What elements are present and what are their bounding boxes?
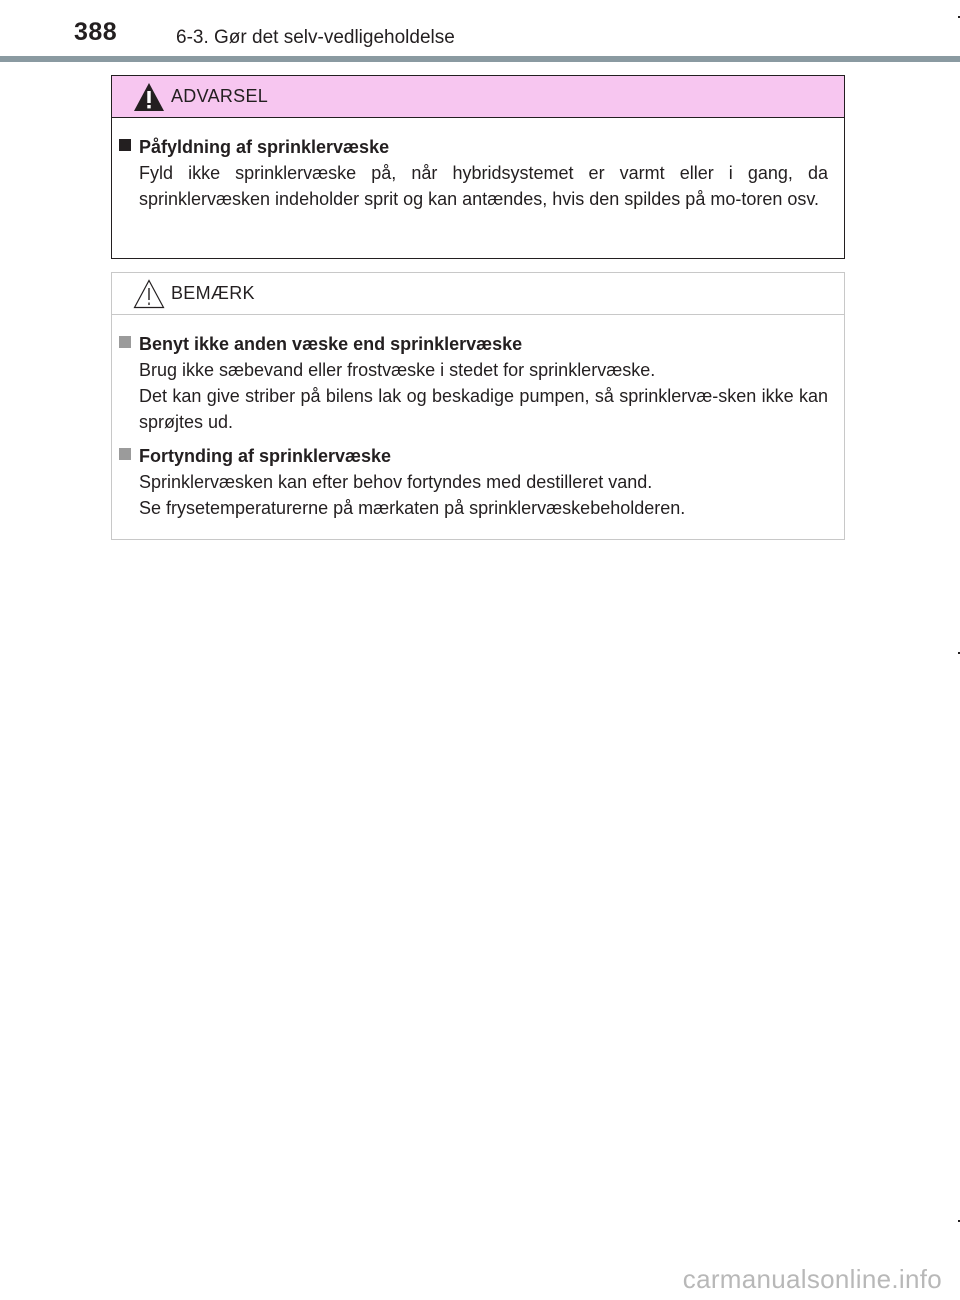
- warning-label: ADVARSEL: [171, 86, 269, 106]
- page-header: [0, 0, 960, 64]
- note-item-line: Se frysetemperaturerne på mærkaten på sprinklervæskebeholderen.: [139, 498, 686, 518]
- note-body: [112, 315, 844, 521]
- warning-item-title: Påfyldning af sprinklervæske: [139, 137, 390, 157]
- note-item-line: Sprinklervæsken kan efter behov fortyndes med destilleret vand.: [139, 472, 653, 492]
- square-bullet-icon: [119, 139, 131, 151]
- note-item-line: Det kan give striber på bilens lak og beskadige pumpen, så sprinklervæ-sken ikke kan sprøjtes ud.: [139, 386, 828, 432]
- warning-box-header: [112, 76, 844, 118]
- note-box-header: [112, 273, 844, 315]
- section-title: 6-3. Gør det selv-vedligeholdelse: [176, 27, 455, 48]
- warning-body: [112, 118, 844, 212]
- note-item-line: Brug ikke sæbevand eller frostvæske i stedet for sprinklervæske.: [139, 360, 656, 380]
- warning-item: [112, 134, 844, 212]
- caution-triangle-outline-icon: [132, 278, 166, 310]
- note-item: [112, 443, 844, 521]
- page-number: 388: [74, 18, 118, 46]
- note-item-title: Benyt ikke anden væske end sprinklervæske: [139, 334, 523, 354]
- note-item-text: [139, 469, 828, 521]
- note-item-title: Fortynding af sprinklervæske: [139, 446, 392, 466]
- watermark: carmanualsonline.info: [682, 1264, 942, 1294]
- header-divider: [0, 56, 960, 62]
- note-label: BEMÆRK: [171, 283, 255, 303]
- note-item: [112, 331, 844, 435]
- warning-triangle-icon: [132, 81, 166, 113]
- warning-item-text: [139, 160, 828, 212]
- note-box: [111, 272, 845, 540]
- square-bullet-icon: [119, 336, 131, 348]
- warning-box: [111, 75, 845, 259]
- warning-item-line: Fyld ikke sprinklervæske på, når hybridsystemet er varmt eller i gang, da sprinklervæsken indeholder sprit og kan antændes, hvis den spildes på mo-toren osv.: [139, 163, 828, 209]
- square-bullet-icon: [119, 448, 131, 460]
- note-item-text: [139, 357, 828, 435]
